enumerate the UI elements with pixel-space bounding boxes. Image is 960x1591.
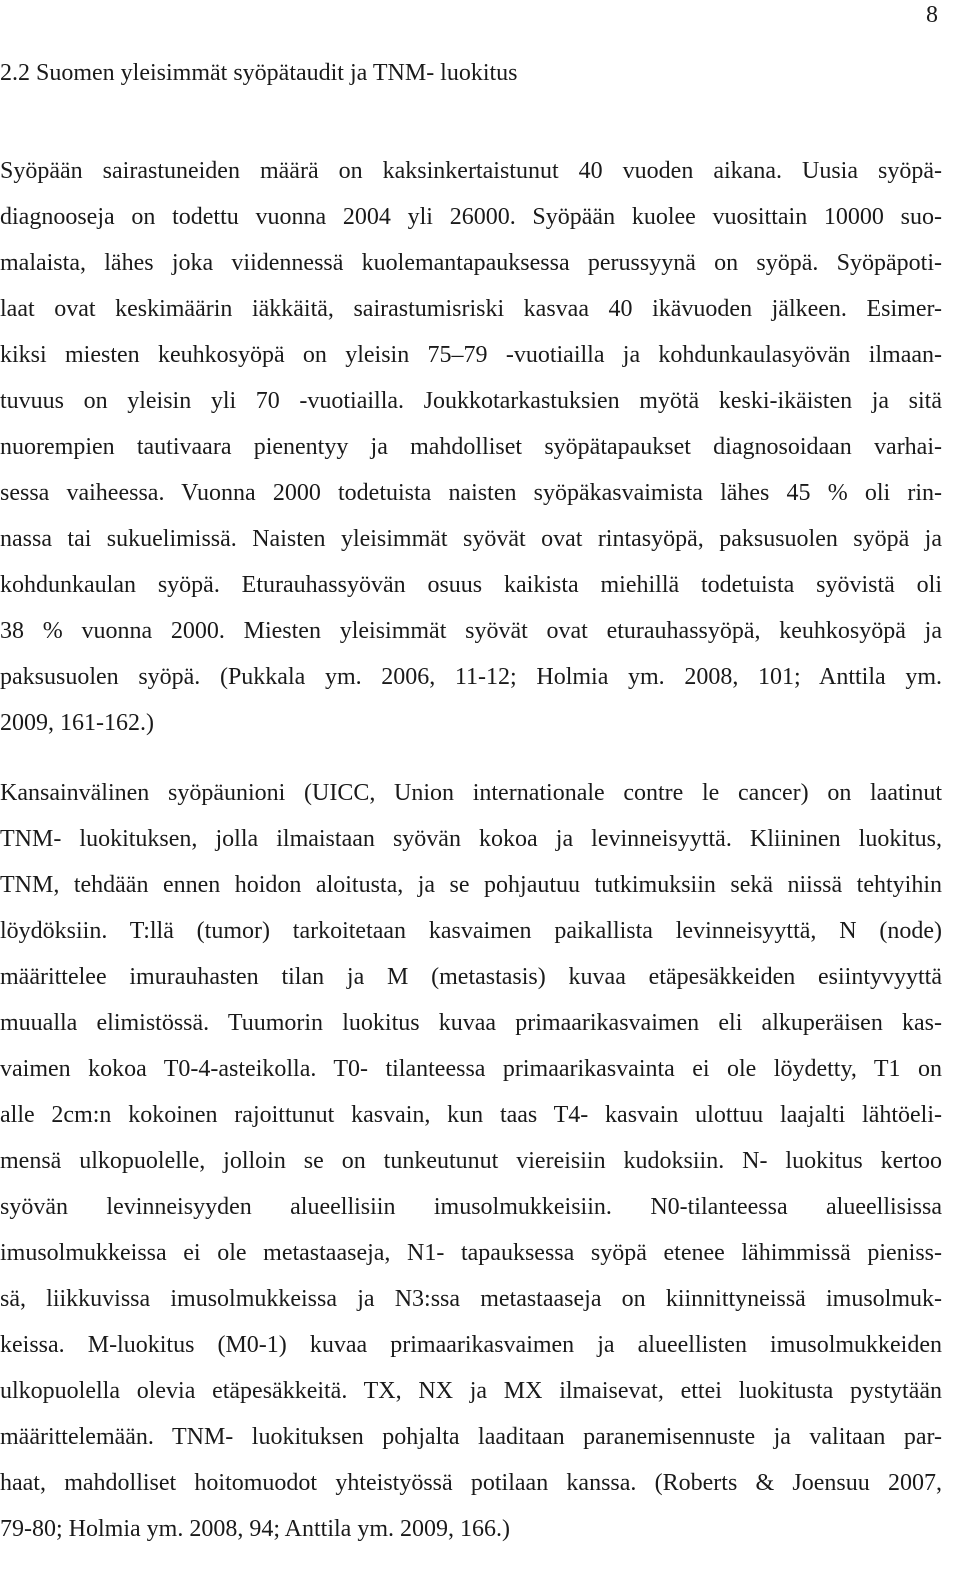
text-line: määrittelee imurauhasten tilan ja M (metastasis) kuvaa etäpesäkkeiden esiintyvyyttä (0, 964, 942, 990)
text-line: löydöksiin. T:llä (tumor) tarkoitetaan kasvaimen paikallista levinneisyyttä, N (node) (0, 918, 942, 944)
text-line: sessa vaiheessa. Vuonna 2000 todetuista naisten syöpäkasvaimista lähes 45 % oli rin- (0, 480, 942, 506)
paragraph-tnm-classification (0, 770, 942, 1552)
text-line: kiksi miesten keuhkosyöpä on yleisin 75–79 -vuotiailla ja kohdunkaulasyövän ilmaan- (0, 342, 942, 368)
text-line: haat, mahdolliset hoitomuodot yhteistyössä potilaan kanssa. (Roberts & Joensuu 2007, (0, 1470, 942, 1496)
text-line: 38 % vuonna 2000. Miesten yleisimmät syövät ovat eturauhassyöpä, keuhkosyöpä ja (0, 618, 942, 644)
text-line: mensä ulkopuolelle, jolloin se on tunkeutunut viereisiin kudoksiin. N- luokitus kertoo (0, 1148, 942, 1174)
text-line: keissa. M-luokitus (M0-1) kuvaa primaarikasvaimen ja alueellisten imusolmukkeiden (0, 1332, 942, 1358)
text-line: 79-80; Holmia ym. 2008, 94; Anttila ym. 2009, 166.) (0, 1516, 510, 1542)
text-line: TNM- luokituksen, jolla ilmaistaan syövän kokoa ja levinneisyyttä. Kliininen luokitus, (0, 826, 942, 852)
text-line: Kansainvälinen syöpäunioni (UICC, Union internationale contre le cancer) on laatinut (0, 780, 942, 806)
text-line: määrittelemään. TNM- luokituksen pohjalta laaditaan paranemisennuste ja valitaan par- (0, 1424, 942, 1450)
text-line: alle 2cm:n kokoinen rajoittunut kasvain, kun taas T4- kasvain ulottuu laajalti lähtöeli- (0, 1102, 942, 1128)
text-line: Syöpään sairastuneiden määrä on kaksinkertaistunut 40 vuoden aikana. Uusia syöpä- (0, 158, 942, 184)
text-line: nassa tai sukuelimissä. Naisten yleisimmät syövät ovat rintasyöpä, paksusuolen syöpä ja (0, 526, 942, 552)
text-line: sä, liikkuvissa imusolmukkeissa ja N3:ssa metastaaseja on kiinnittyneissä imusolmuk- (0, 1286, 942, 1312)
text-line: imusolmukkeissa ei ole metastaaseja, N1- tapauksessa syöpä etenee lähimmissä pieniss- (0, 1240, 942, 1266)
text-line: 2009, 161-162.) (0, 710, 154, 736)
paragraph-cancer-statistics (0, 148, 942, 746)
text-line: laat ovat keskimäärin iäkkäitä, sairastumisriski kasvaa 40 ikävuoden jälkeen. Esimer- (0, 296, 942, 322)
text-line: malaista, lähes joka viidennessä kuolemantapauksessa perussyynä on syöpä. Syöpäpoti- (0, 250, 942, 276)
text-line: syövän levinneisyyden alueellisiin imusolmukkeisiin. N0-tilanteessa alueellisissa (0, 1194, 942, 1220)
text-line: tuvuus on yleisin yli 70 -vuotiailla. Joukkotarkastuksien myötä keski-ikäisten ja sitä (0, 388, 942, 414)
text-line: kohdunkaulan syöpä. Eturauhassyövän osuus kaikista miehillä todetuista syövistä oli (0, 572, 942, 598)
text-line: vaimen kokoa T0-4-asteikolla. T0- tilanteessa primaarikasvainta ei ole löydetty, T1 on (0, 1056, 942, 1082)
text-line: ulkopuolella olevia etäpesäkkeitä. TX, NX ja MX ilmaisevat, ettei luokitusta pystytään (0, 1378, 942, 1404)
text-line: muualla elimistössä. Tuumorin luokitus kuvaa primaarikasvaimen eli alkuperäisen kas- (0, 1010, 942, 1036)
page-number: 8 (926, 2, 938, 28)
text-line: TNM, tehdään ennen hoidon aloitusta, ja se pohjautuu tutkimuksiin sekä niissä tehtyihin (0, 872, 942, 898)
text-line: nuorempien tautivaara pienentyy ja mahdolliset syöpätapaukset diagnosoidaan varhai- (0, 434, 942, 460)
section-heading: 2.2 Suomen yleisimmät syöpätaudit ja TNM- luokitus (0, 60, 518, 86)
text-line: diagnooseja on todettu vuonna 2004 yli 26000. Syöpään kuolee vuosittain 10000 suo- (0, 204, 942, 230)
text-line: paksusuolen syöpä. (Pukkala ym. 2006, 11-12; Holmia ym. 2008, 101; Anttila ym. (0, 664, 942, 690)
